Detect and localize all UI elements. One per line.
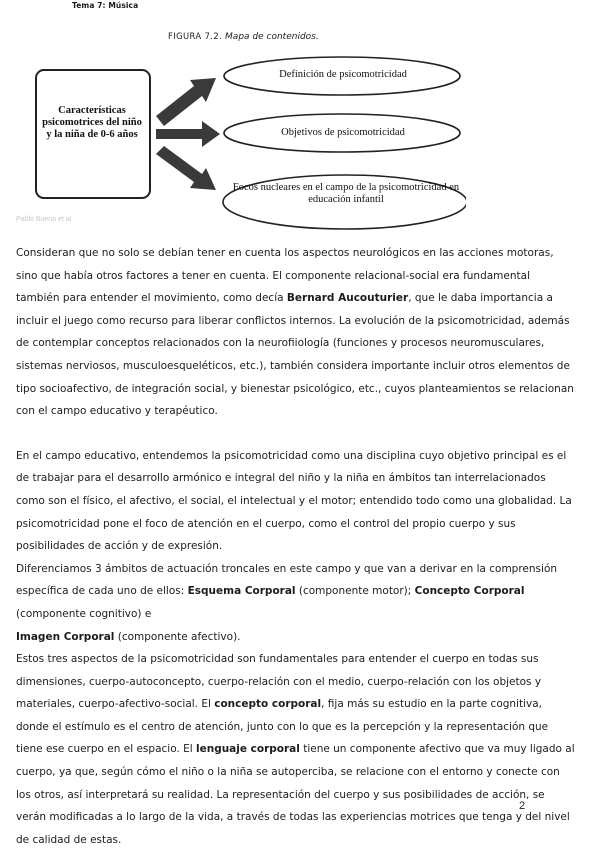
bold-term: concepto corporal xyxy=(214,698,322,711)
text-run: Estos tres aspectos de la psicomotricidad son fundamentales para entender el cuerpo en todas sus dimensiones, cuerpo-autoconcepto, cuerpo-relación con el medio, cuerpo-relación con los objetos y materiales, cuerpo-afectivo-social. El xyxy=(16,653,542,711)
paragraph-2: En el campo educativo, entendemos la psicomotricidad como una disciplina cuyo objetivo principal es el de trabajar para el desarrollo armónico e integral del niño y la niña en ámbitos tan interrelacionados como son el físico, el afectivo, el social, el intelectual y el motor; entendido todo como una globalidad. La psicomotricidad pone el foco de atención en el cuerpo, como el control del propio cuerpo y sus posibilidades de acción y de expresión. xyxy=(16,449,572,553)
figure-caption xyxy=(168,31,319,42)
oval-definicion-text: Definición de psicomotricidad xyxy=(279,69,407,80)
bold-term: Bernard Aucouturier xyxy=(286,292,409,305)
page-header: Tema 7: Música xyxy=(72,1,139,10)
bold-term: Imagen Corporal xyxy=(16,630,115,643)
oval-objetivos-text: Objetivos de psicomotricidad xyxy=(281,127,405,138)
figure-title: Mapa de contenidos. xyxy=(225,32,319,42)
text-run: , fija más su estudio en la parte cognitiva, donde el estímulo es el centro de atención, junto con lo que es la percepción y la representación que tiene ese cuerpo en el espacio. El xyxy=(16,698,549,756)
paragraph-4 xyxy=(16,648,576,851)
oval-focos-text: Focos nucleares en el campo de la psicomotricidad en educación infantil xyxy=(232,182,460,206)
paragraph-3 xyxy=(16,558,576,648)
arrow-down xyxy=(156,146,216,190)
text-run: , que le daba importancia a incluir el juego como recurso para liberar conflictos internos. La evolución de la psicomotricidad, además de contemplar conceptos relacionados con la neurofiiología (funciones y procesos neuromusculares, sistemas nerviosos, musculoesqueléticos, etc.), también considera importante incluir otros elementos de tipo socioafectivo, de integración social, y bienestar psicológico, etc., cuyos planteamientos se relacionan con el campo educativo y terapéutico. xyxy=(16,292,574,418)
paragraph-1 xyxy=(16,242,576,423)
figure-label: FIGURA 7.2. xyxy=(168,31,223,41)
bold-term: lenguaje corporal xyxy=(196,743,300,756)
text-run: tiene un componente afectivo que va muy ligado al cuerpo, ya que, según cómo el niño o la niña se autoperciba, se relacione con el entorno y conecte con los otros, así interpretará su realidad. La representación del cuerpo y sus posibilidades de acción, se verán modificadas a lo largo de la vida, a través de todas las experiencias motrices que tenga y del nivel de calidad de estas. xyxy=(16,743,575,846)
bold-term: Esquema Corporal xyxy=(187,585,296,598)
page-number: 2 xyxy=(519,800,526,812)
bold-term: Concepto Corporal xyxy=(414,585,525,598)
central-box-text: Características psicomotrices del niño y la niña de 0-6 años xyxy=(42,105,142,141)
text-run: Diferenciamos 3 ámbitos de actuación troncales en este campo y que van a derivar en la comprensión específica de cada uno de ellos: xyxy=(16,562,558,598)
arrow-up xyxy=(156,78,216,126)
text-run: (componente cognitivo) e xyxy=(16,607,152,620)
text-run: Consideran que no solo se debían tener en cuenta los aspectos neurológicos en las acciones motoras, sino que había otros factores a tener en cuenta. El componente relacional-social era fundamental también para entender el movimiento, como decía xyxy=(16,247,554,305)
text-run: (componente afectivo). xyxy=(114,630,241,643)
text-run: (componente motor); xyxy=(295,585,415,598)
body-text xyxy=(16,242,576,851)
figure-credit: Pablo Bueno et al. xyxy=(16,216,74,223)
arrow-middle xyxy=(156,121,220,147)
concept-map xyxy=(16,48,466,230)
